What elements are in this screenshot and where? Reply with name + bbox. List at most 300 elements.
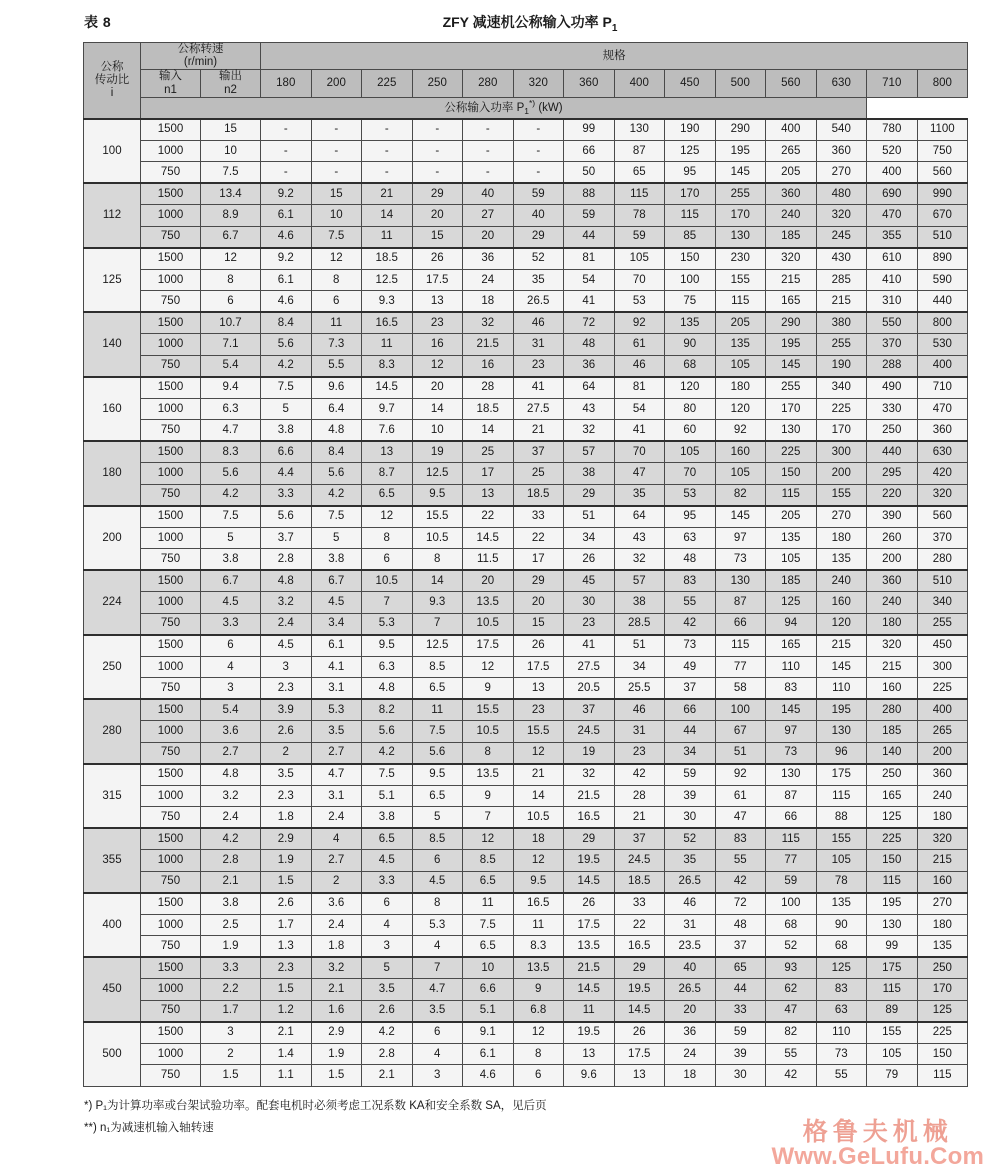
- cell-power-710: 320: [867, 635, 918, 657]
- cell-power-200: 1.9: [311, 1043, 362, 1065]
- cell-power-320: 11: [513, 914, 564, 936]
- cell-power-630: 195: [816, 699, 867, 721]
- cell-power-320: 9: [513, 979, 564, 1001]
- cell-power-800: 890: [917, 248, 968, 270]
- cell-output-speed: 2: [201, 1043, 261, 1065]
- cell-power-360: 21.5: [564, 785, 615, 807]
- cell-power-225: 11: [362, 226, 413, 248]
- cell-power-560: 52: [766, 936, 817, 958]
- cell-ratio: 180: [84, 441, 141, 506]
- cell-power-500: 92: [715, 764, 766, 786]
- cell-power-500: 67: [715, 721, 766, 743]
- cell-power-225: 4.8: [362, 678, 413, 700]
- table-row: [84, 936, 968, 958]
- cell-output-speed: 7.5: [201, 506, 261, 528]
- cell-power-180: 1.4: [261, 1043, 312, 1065]
- cell-ratio: 315: [84, 764, 141, 829]
- cell-input-speed: 750: [141, 1000, 201, 1022]
- cell-power-280: 9: [463, 785, 514, 807]
- cell-ratio: 140: [84, 312, 141, 377]
- cell-power-320: 6: [513, 1065, 564, 1087]
- cell-power-225: 2.1: [362, 1065, 413, 1087]
- cell-output-speed: 6: [201, 291, 261, 313]
- cell-power-450: 105: [665, 441, 716, 463]
- cell-power-630: 270: [816, 162, 867, 184]
- cell-power-250: 6: [412, 850, 463, 872]
- cell-power-180: 1.1: [261, 1065, 312, 1087]
- col-header-size-400: 400: [614, 70, 665, 97]
- cell-power-180: 1.9: [261, 850, 312, 872]
- cell-power-280: 13: [463, 484, 514, 506]
- cell-power-710: 220: [867, 484, 918, 506]
- cell-power-630: 215: [816, 291, 867, 313]
- cell-power-280: 6.5: [463, 871, 514, 893]
- cell-power-225: 16.5: [362, 312, 413, 334]
- cell-power-800: 450: [917, 635, 968, 657]
- cell-power-180: 3: [261, 656, 312, 678]
- cell-power-360: 13: [564, 1043, 615, 1065]
- cell-power-500: 42: [715, 871, 766, 893]
- cell-output-speed: 10.7: [201, 312, 261, 334]
- cell-power-180: 5.6: [261, 506, 312, 528]
- col-header-input: [141, 70, 201, 97]
- cell-power-560: 73: [766, 742, 817, 764]
- cell-ratio: 224: [84, 570, 141, 635]
- ratio-line2: 传动比: [94, 73, 130, 86]
- cell-power-560: 94: [766, 613, 817, 635]
- cell-output-speed: 3.8: [201, 893, 261, 915]
- cell-output-speed: 2.1: [201, 871, 261, 893]
- cell-power-710: 370: [867, 334, 918, 356]
- cell-power-800: 560: [917, 162, 968, 184]
- cell-power-360: 19.5: [564, 850, 615, 872]
- cell-power-710: 355: [867, 226, 918, 248]
- cell-power-630: 88: [816, 807, 867, 829]
- cell-power-800: 240: [917, 785, 968, 807]
- col-header-size-320: 320: [513, 70, 564, 97]
- cell-power-360: 32: [564, 764, 615, 786]
- cell-power-225: 9.7: [362, 398, 413, 420]
- cell-power-180: 6.1: [261, 205, 312, 227]
- cell-power-280: 16: [463, 355, 514, 377]
- table-row: [84, 721, 968, 743]
- cell-power-200: 4.5: [311, 592, 362, 614]
- cell-power-500: 205: [715, 312, 766, 334]
- cell-power-500: 59: [715, 1022, 766, 1044]
- cell-power-225: 12: [362, 506, 413, 528]
- cell-input-speed: 750: [141, 871, 201, 893]
- cell-power-200: 6: [311, 291, 362, 313]
- cell-power-320: 40: [513, 205, 564, 227]
- cell-input-speed: 750: [141, 484, 201, 506]
- cell-power-360: 59: [564, 205, 615, 227]
- cell-power-200: 3.2: [311, 957, 362, 979]
- cell-power-630: 96: [816, 742, 867, 764]
- cell-power-560: 145: [766, 355, 817, 377]
- cell-power-450: 135: [665, 312, 716, 334]
- table-row: [84, 183, 968, 205]
- cell-power-400: 37: [614, 828, 665, 850]
- cell-output-speed: 5: [201, 527, 261, 549]
- cell-power-400: 32: [614, 549, 665, 571]
- cell-power-180: 2.9: [261, 828, 312, 850]
- cell-power-320: 18: [513, 828, 564, 850]
- cell-power-800: 360: [917, 764, 968, 786]
- cell-output-speed: 7.1: [201, 334, 261, 356]
- cell-power-400: 29: [614, 957, 665, 979]
- cell-power-200: 1.8: [311, 936, 362, 958]
- cell-power-710: 610: [867, 248, 918, 270]
- cell-power-360: 16.5: [564, 807, 615, 829]
- cell-power-630: 245: [816, 226, 867, 248]
- cell-power-450: 42: [665, 613, 716, 635]
- cell-power-280: 11: [463, 893, 514, 915]
- cell-power-560: 77: [766, 850, 817, 872]
- cell-power-630: 135: [816, 893, 867, 915]
- table-row: [84, 140, 968, 162]
- output-label: 输出: [219, 70, 242, 83]
- cell-power-800: 360: [917, 420, 968, 442]
- input-sub: n1: [164, 83, 177, 96]
- cell-power-560: 66: [766, 807, 817, 829]
- cell-power-450: 73: [665, 635, 716, 657]
- cell-power-710: 200: [867, 549, 918, 571]
- cell-power-250: 8.5: [412, 656, 463, 678]
- cell-power-710: 400: [867, 162, 918, 184]
- cell-output-speed: 6.7: [201, 226, 261, 248]
- cell-power-280: 5.1: [463, 1000, 514, 1022]
- cell-power-360: 81: [564, 248, 615, 270]
- cell-output-speed: 1.9: [201, 936, 261, 958]
- cell-power-450: 80: [665, 398, 716, 420]
- cell-power-560: 82: [766, 1022, 817, 1044]
- cell-output-speed: 2.7: [201, 742, 261, 764]
- cell-power-180: 2.1: [261, 1022, 312, 1044]
- cell-power-250: 9.3: [412, 592, 463, 614]
- cell-power-500: 82: [715, 484, 766, 506]
- cell-input-speed: 1500: [141, 1022, 201, 1044]
- cell-power-200: 6.1: [311, 635, 362, 657]
- cell-power-800: 160: [917, 871, 968, 893]
- cell-power-450: 190: [665, 119, 716, 141]
- cell-power-560: 130: [766, 420, 817, 442]
- cell-power-360: 88: [564, 183, 615, 205]
- cell-input-speed: 1000: [141, 914, 201, 936]
- cell-power-450: 31: [665, 914, 716, 936]
- cell-power-560: 265: [766, 140, 817, 162]
- cell-power-250: 11: [412, 699, 463, 721]
- cell-input-speed: 1000: [141, 334, 201, 356]
- cell-power-280: 8.5: [463, 850, 514, 872]
- cell-power-225: 6.3: [362, 656, 413, 678]
- cell-power-710: 115: [867, 979, 918, 1001]
- cell-power-710: 130: [867, 914, 918, 936]
- cell-power-250: 23: [412, 312, 463, 334]
- cell-power-320: 59: [513, 183, 564, 205]
- cell-power-560: 42: [766, 1065, 817, 1087]
- col-header-size-710: 710: [867, 70, 918, 97]
- cell-power-225: 10.5: [362, 570, 413, 592]
- cell-power-500: 290: [715, 119, 766, 141]
- cell-power-320: 17: [513, 549, 564, 571]
- cell-input-speed: 1000: [141, 592, 201, 614]
- cell-power-360: 57: [564, 441, 615, 463]
- cell-power-630: 175: [816, 764, 867, 786]
- cell-power-400: 53: [614, 291, 665, 313]
- cell-power-200: 2.7: [311, 850, 362, 872]
- cell-power-200: 10: [311, 205, 362, 227]
- cell-power-225: 18.5: [362, 248, 413, 270]
- cell-power-320: -: [513, 140, 564, 162]
- cell-power-630: 68: [816, 936, 867, 958]
- cell-input-speed: 1000: [141, 785, 201, 807]
- table-row: [84, 979, 968, 1001]
- cell-power-280: 15.5: [463, 699, 514, 721]
- cell-power-400: 115: [614, 183, 665, 205]
- cell-power-360: 50: [564, 162, 615, 184]
- cell-power-500: 115: [715, 635, 766, 657]
- cell-power-320: 15: [513, 613, 564, 635]
- cell-power-710: 240: [867, 592, 918, 614]
- cell-power-180: 1.2: [261, 1000, 312, 1022]
- table-row: [84, 398, 968, 420]
- cell-power-630: 480: [816, 183, 867, 205]
- cell-power-250: 6.5: [412, 785, 463, 807]
- speed-line1: 公称转速: [177, 43, 224, 55]
- cell-power-560: 195: [766, 334, 817, 356]
- cell-power-320: 21: [513, 420, 564, 442]
- cell-power-360: 99: [564, 119, 615, 141]
- table-row: [84, 506, 968, 528]
- cell-power-200: 6.4: [311, 398, 362, 420]
- cell-power-200: 12: [311, 248, 362, 270]
- cell-power-320: 15.5: [513, 721, 564, 743]
- cell-power-180: 2.3: [261, 957, 312, 979]
- cell-power-450: 39: [665, 785, 716, 807]
- cell-power-320: 37: [513, 441, 564, 463]
- cell-power-280: 13.5: [463, 764, 514, 786]
- cell-power-710: 520: [867, 140, 918, 162]
- cell-power-560: 205: [766, 162, 817, 184]
- cell-input-speed: 1500: [141, 957, 201, 979]
- cell-power-400: 28: [614, 785, 665, 807]
- cell-power-225: 14.5: [362, 377, 413, 399]
- cell-power-710: 165: [867, 785, 918, 807]
- cell-power-400: 78: [614, 205, 665, 227]
- cell-power-180: 2.6: [261, 721, 312, 743]
- cell-power-450: 150: [665, 248, 716, 270]
- cell-power-560: 83: [766, 678, 817, 700]
- cell-power-200: 3.5: [311, 721, 362, 743]
- cell-power-320: 13: [513, 678, 564, 700]
- cell-power-280: 12: [463, 828, 514, 850]
- table-row: [84, 1000, 968, 1022]
- cell-power-280: 7: [463, 807, 514, 829]
- table-row: [84, 871, 968, 893]
- cell-power-500: 195: [715, 140, 766, 162]
- cell-input-speed: 1500: [141, 828, 201, 850]
- cell-power-800: 590: [917, 269, 968, 291]
- cell-power-280: 9.1: [463, 1022, 514, 1044]
- cell-power-280: 10.5: [463, 721, 514, 743]
- cell-power-400: 105: [614, 248, 665, 270]
- cell-power-800: 270: [917, 893, 968, 915]
- cell-power-200: -: [311, 140, 362, 162]
- cell-power-320: 25: [513, 463, 564, 485]
- cell-power-710: 185: [867, 721, 918, 743]
- cell-ratio: 355: [84, 828, 141, 893]
- cell-output-speed: 12: [201, 248, 261, 270]
- table-row: [84, 914, 968, 936]
- cell-power-250: 12.5: [412, 463, 463, 485]
- table-row: [84, 807, 968, 829]
- cell-power-320: 12: [513, 742, 564, 764]
- cell-power-360: 66: [564, 140, 615, 162]
- cell-power-800: 630: [917, 441, 968, 463]
- cell-output-speed: 2.2: [201, 979, 261, 1001]
- cell-power-630: 170: [816, 420, 867, 442]
- cell-power-180: 5: [261, 398, 312, 420]
- cell-power-200: 4.1: [311, 656, 362, 678]
- cell-input-speed: 1500: [141, 699, 201, 721]
- cell-output-speed: 4: [201, 656, 261, 678]
- cell-power-800: 1100: [917, 119, 968, 141]
- col-header-size-250: 250: [412, 70, 463, 97]
- cell-power-225: 8.2: [362, 699, 413, 721]
- cell-power-560: 93: [766, 957, 817, 979]
- cell-power-250: 16: [412, 334, 463, 356]
- cell-power-280: 20: [463, 226, 514, 248]
- output-sub: n2: [224, 83, 237, 96]
- cell-power-630: 90: [816, 914, 867, 936]
- cell-power-800: 420: [917, 463, 968, 485]
- cell-power-800: 280: [917, 549, 968, 571]
- cell-power-710: 99: [867, 936, 918, 958]
- watermark: [771, 1118, 984, 1169]
- cell-power-250: 4: [412, 1043, 463, 1065]
- cell-power-225: 6.5: [362, 484, 413, 506]
- cell-power-450: 75: [665, 291, 716, 313]
- cell-power-710: 115: [867, 871, 918, 893]
- cell-power-800: 320: [917, 828, 968, 850]
- cell-power-400: 41: [614, 420, 665, 442]
- cell-power-225: 8.3: [362, 355, 413, 377]
- cell-power-560: 47: [766, 1000, 817, 1022]
- cell-power-180: 8.4: [261, 312, 312, 334]
- cell-power-225: 9.5: [362, 635, 413, 657]
- cell-power-500: 130: [715, 226, 766, 248]
- cell-power-180: 4.2: [261, 355, 312, 377]
- cell-power-710: 215: [867, 656, 918, 678]
- cell-power-280: 7.5: [463, 914, 514, 936]
- cell-power-320: -: [513, 162, 564, 184]
- cell-power-560: 400: [766, 119, 817, 141]
- cell-power-500: 30: [715, 1065, 766, 1087]
- cell-power-560: 125: [766, 592, 817, 614]
- cell-power-800: 225: [917, 678, 968, 700]
- cell-power-500: 44: [715, 979, 766, 1001]
- cell-power-360: 38: [564, 463, 615, 485]
- cell-input-speed: 1500: [141, 377, 201, 399]
- cell-power-320: 26: [513, 635, 564, 657]
- cell-input-speed: 1000: [141, 205, 201, 227]
- cell-power-280: 10: [463, 957, 514, 979]
- cell-power-560: 97: [766, 721, 817, 743]
- cell-power-320: 9.5: [513, 871, 564, 893]
- cell-power-200: 3.1: [311, 785, 362, 807]
- power-label-star: *): [529, 97, 536, 108]
- cell-power-200: 3.6: [311, 893, 362, 915]
- cell-input-speed: 750: [141, 162, 201, 184]
- cell-power-560: 320: [766, 248, 817, 270]
- cell-power-710: 780: [867, 119, 918, 141]
- cell-power-360: 14.5: [564, 979, 615, 1001]
- cell-power-400: 28.5: [614, 613, 665, 635]
- cell-power-200: 5.3: [311, 699, 362, 721]
- cell-power-225: 4.5: [362, 850, 413, 872]
- cell-power-560: 290: [766, 312, 817, 334]
- cell-power-500: 170: [715, 205, 766, 227]
- cell-power-250: 5.6: [412, 742, 463, 764]
- cell-power-630: 200: [816, 463, 867, 485]
- cell-power-450: 53: [665, 484, 716, 506]
- cell-power-360: 14.5: [564, 871, 615, 893]
- cell-power-560: 225: [766, 441, 817, 463]
- cell-power-560: 59: [766, 871, 817, 893]
- cell-power-225: 5.3: [362, 613, 413, 635]
- cell-input-speed: 1000: [141, 850, 201, 872]
- cell-power-250: 7: [412, 957, 463, 979]
- cell-power-320: 12: [513, 850, 564, 872]
- cell-power-630: 63: [816, 1000, 867, 1022]
- cell-power-250: 8: [412, 893, 463, 915]
- cell-input-speed: 1000: [141, 1043, 201, 1065]
- cell-power-630: 160: [816, 592, 867, 614]
- cell-power-320: 8.3: [513, 936, 564, 958]
- cell-power-710: 280: [867, 699, 918, 721]
- cell-power-180: 2.4: [261, 613, 312, 635]
- cell-power-280: 18.5: [463, 398, 514, 420]
- cell-power-280: 8: [463, 742, 514, 764]
- cell-power-225: 3.5: [362, 979, 413, 1001]
- col-header-size-450: 450: [665, 70, 716, 97]
- cell-ratio: 250: [84, 635, 141, 700]
- table-row: [84, 764, 968, 786]
- cell-power-630: 360: [816, 140, 867, 162]
- cell-power-250: 6.5: [412, 678, 463, 700]
- cell-output-speed: 5.6: [201, 463, 261, 485]
- cell-power-360: 45: [564, 570, 615, 592]
- cell-power-180: 9.2: [261, 248, 312, 270]
- table-row: [84, 957, 968, 979]
- cell-power-800: 115: [917, 1065, 968, 1087]
- cell-power-180: 2.3: [261, 785, 312, 807]
- cell-power-200: 8: [311, 269, 362, 291]
- cell-power-250: 29: [412, 183, 463, 205]
- cell-power-320: 14: [513, 785, 564, 807]
- table-row: [84, 226, 968, 248]
- cell-power-180: 3.2: [261, 592, 312, 614]
- cell-power-180: 2.3: [261, 678, 312, 700]
- cell-power-180: 4.4: [261, 463, 312, 485]
- cell-power-360: 27.5: [564, 656, 615, 678]
- cell-power-800: 170: [917, 979, 968, 1001]
- cell-power-500: 37: [715, 936, 766, 958]
- cell-power-400: 22: [614, 914, 665, 936]
- cell-output-speed: 6.3: [201, 398, 261, 420]
- table-row: [84, 312, 968, 334]
- cell-power-280: 12: [463, 656, 514, 678]
